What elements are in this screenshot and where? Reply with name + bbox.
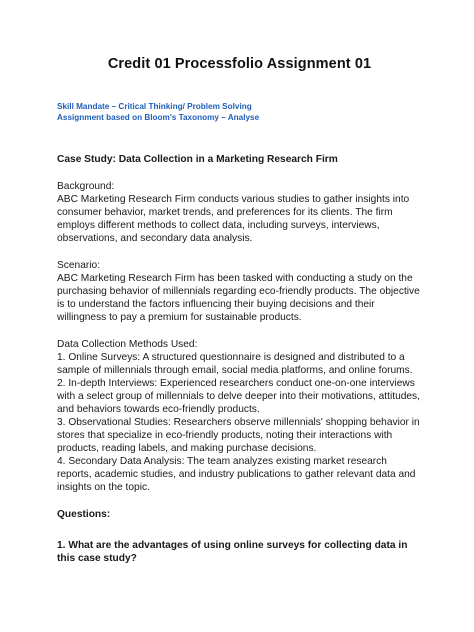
methods-heading: Data Collection Methods Used:	[57, 339, 198, 350]
method-item: 3. Observational Studies: Researchers observe millennials' shopping behavior in stores that specialize in eco-friendly products, noting their interactions with products, reading labels, and making purchase decisions.	[57, 417, 420, 454]
document-title: Credit 01 Processfolio Assignment 01	[107, 56, 372, 72]
mandate-block	[57, 101, 422, 123]
background-section	[57, 180, 422, 245]
skill-mandate-line: Skill Mandate – Critical Thinking/ Problem Solving	[57, 102, 252, 111]
case-study-title: Case Study: Data Collection in a Marketing Research Firm	[57, 154, 338, 165]
assignment-basis-line: Assignment based on Bloom's Taxonomy – Analyse	[57, 113, 260, 122]
questions-heading: Questions:	[57, 509, 111, 520]
background-heading: Background:	[57, 181, 115, 192]
method-item: 4. Secondary Data Analysis: The team analyzes existing market research reports, academic studies, and industry publications to gather relevant data and insights on the topic.	[57, 456, 416, 493]
methods-section	[57, 338, 422, 494]
question-item: 1. What are the advantages of using online surveys for collecting data in this case study?	[57, 540, 408, 564]
background-text: ABC Marketing Research Firm conducts various studies to gather insights into consumer behavior, market trends, and preferences for its clients. The firm employs different methods to collect data, including surveys, interviews, observations, and secondary data analysis.	[57, 194, 410, 244]
method-item: 1. Online Surveys: A structured questionnaire is designed and distributed to a sample of millennials through email, social media platforms, and online forums.	[57, 352, 413, 376]
scenario-section	[57, 259, 422, 324]
scenario-text: ABC Marketing Research Firm has been tasked with conducting a study on the purchasing behavior of millennials regarding eco-friendly products. The objective is to understand the factors influencing their buying decisions and their willingness to pay a premium for sustainable products.	[57, 273, 420, 323]
method-item: 2. In-depth Interviews: Experienced researchers conduct one-on-one interviews with a select group of millennials to delve deeper into their motivations, attitudes, and behaviors towards eco-friendly products.	[57, 378, 420, 415]
scenario-heading: Scenario:	[57, 260, 101, 271]
